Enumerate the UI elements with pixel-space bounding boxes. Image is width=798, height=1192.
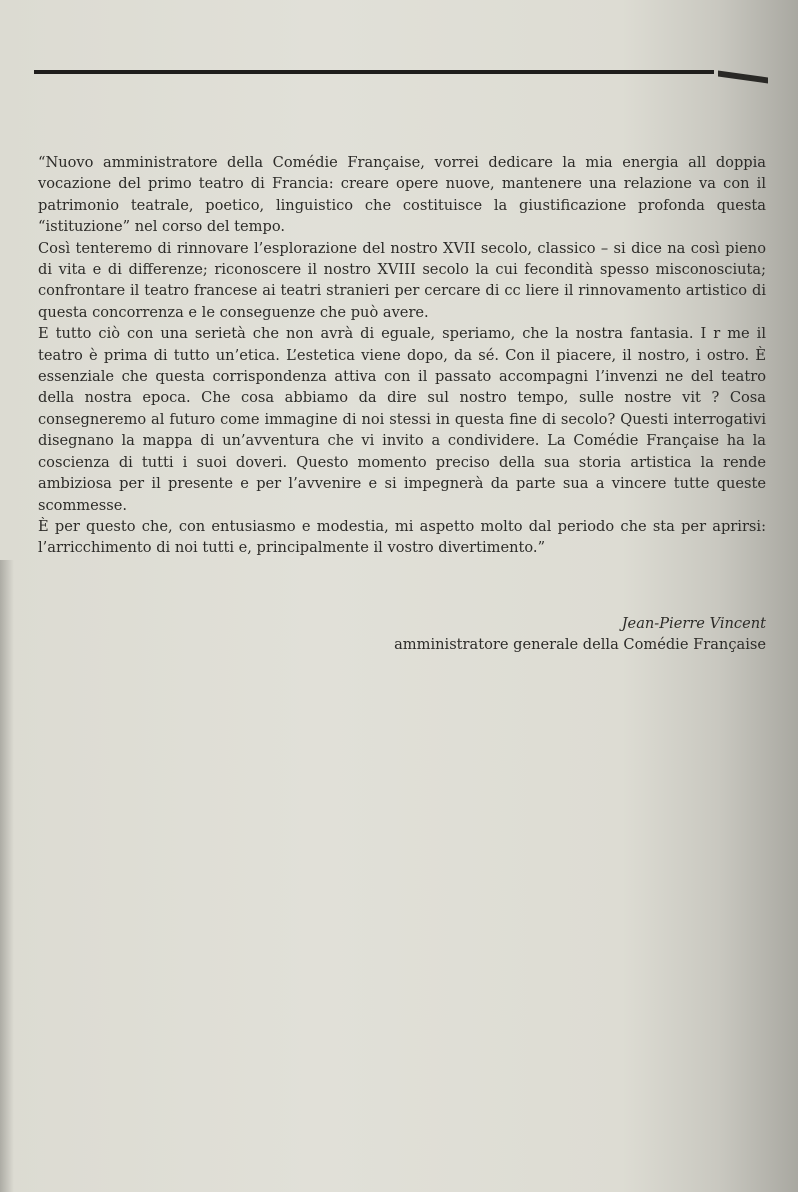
paragraph-3: E tutto ciò con una serietà che non avrà di eguale, speriamo, che la nostra fantasia. I r me il teatro è prima di tutto un’etica. L’estetica viene dopo, da sé. Con il piacere, il nostro, i ostro. È essenziale che questa corrispondenza attiva con il passato accompagni l’invenzi ne del teatro della nostra epoca. Che cosa abbiamo da dire sul nostro tempo, sulle nostre vit ? Cosa consegneremo al futuro come immagine di noi stessi in questa fine di secolo? Questi interrogativi disegnano la mappa di un’avventura che vi invito a condividere. La Comédie Française ha la coscienza di tutti i suoi doveri. Questo momento preciso della sua storia artistica la rende ambiziosa per il presente e per l’avvenire e si impegnerà da parte sua a vincere tutte queste scommesse.: [38, 325, 766, 514]
quote-body: [38, 152, 766, 559]
author-role: amministratore generale della Comédie Française: [394, 636, 766, 654]
paragraph-1: “Nuovo amministratore della Comédie Française, vorrei dedicare la mia energia all doppia vocazione del primo teatro di Francia: creare opere nuove, mantenere una relazione va con il patrimonio teatrale, poetico, linguistico che costituisce la giustificazione profonda questa “istituzione” nel corso del tempo.: [38, 154, 766, 236]
signature-block: [394, 613, 766, 656]
page-shadow: [0, 560, 14, 1192]
author-name: Jean-Pierre Vincent: [621, 615, 766, 632]
top-rule: [34, 70, 714, 74]
paragraph-4: È per questo che, con entusiasmo e modestia, mi aspetto molto dal periodo che sta per aprirsi: l’arricchimento di noi tutti e, principalmente il vostro divertimento.”: [38, 517, 766, 557]
paragraph-2: Così tenteremo di rinnovare l’esplorazione del nostro XVII secolo, classico – si dice na così pieno di vita e di differenze; riconoscere il nostro XVIII secolo la cui fecondità spesso misconosciuta; confrontare il teatro francese ai teatri stranieri per cercare di cc liere il rinnovamento artistico di questa concorrenza e le conseguenze che può avere.: [38, 239, 766, 321]
top-rule-end: [718, 70, 768, 83]
